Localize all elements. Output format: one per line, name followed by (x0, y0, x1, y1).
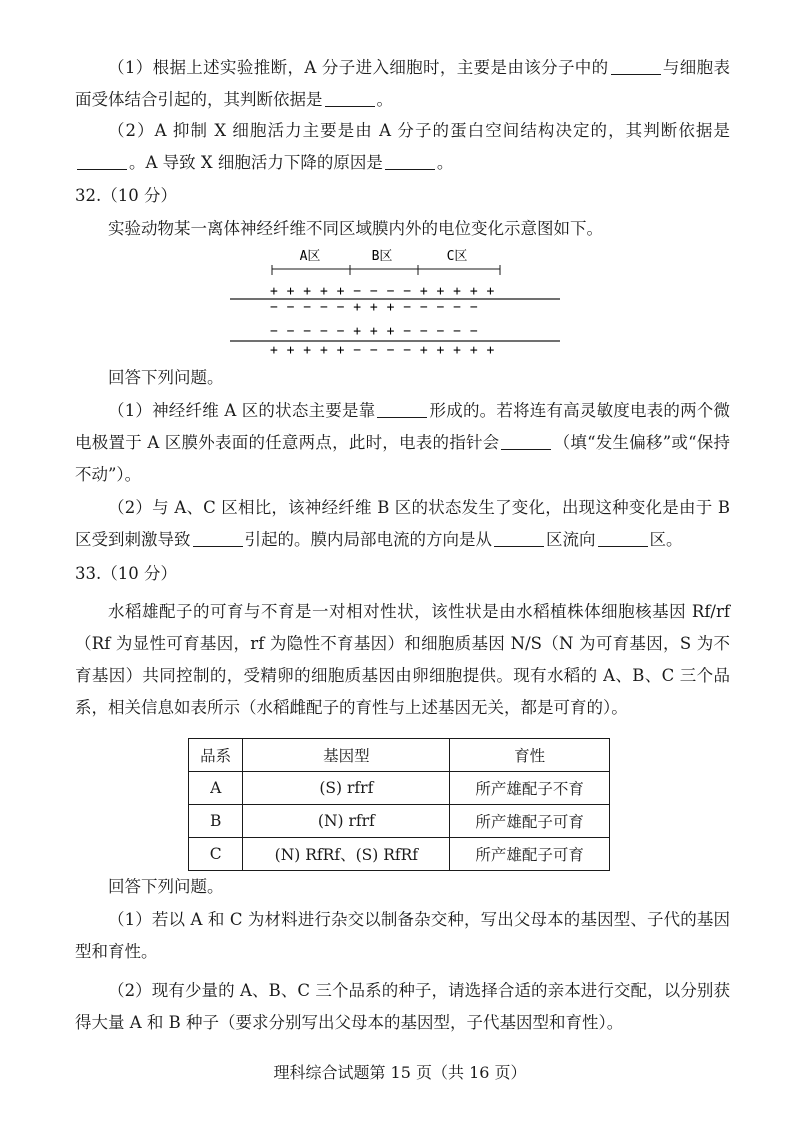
answer-blank[interactable] (494, 545, 544, 547)
q33-intro: 水稻雄配子的可育与不育是一对相对性状，该性状是由水稻植株体细胞核基因 Rf/rf（Rf 为显性可育基因，rf 为隐性不育基因）和细胞质基因 N/S（N 为可育基因，S 为不育基因）共同控制的，受精卵的细胞质基因由卵细胞提供。现有水稻的 A、B、C 三个品系，相关信息如表所示（水稻雌配子的育性与上述基因无关，都是可育的）。 (75, 602, 730, 717)
q32-part1 (75, 395, 730, 491)
q31-part1-text-b: 与细胞表面受体结合引起的，其判断依据是 (75, 58, 730, 109)
q32-prompt: 回答下列问题。 (108, 368, 224, 387)
table-cell: 所产雄配子可育 (450, 805, 610, 838)
answer-blank[interactable] (377, 416, 427, 418)
q32-part1-text-b: 形成的。若将连有高灵敏度电表的两个微电极置于 A 区膜外表面的任意两点，此时，电表的指针会 (75, 401, 731, 452)
table-cell: (S) rfrf (243, 772, 450, 805)
q33-part2: （2）现有少量的 A、B、C 三个品系的种子，请选择合适的亲本进行交配，以分别获得大量 A 和 B 种子（要求分别写出父母本的基因型，子代基因型和育性）。 (75, 981, 730, 1032)
answer-blank[interactable] (611, 73, 661, 75)
q31-part2-text-c: 。 (436, 153, 454, 172)
q31-part2-text-a: （2）A 抑制 X 细胞活力主要是由 A 分子的蛋白空间结构决定的，其判断依据是 (108, 121, 730, 140)
answer-blank[interactable] (385, 168, 435, 170)
table-cell: C (189, 838, 243, 871)
q33-prompt: 回答下列问题。 (108, 877, 224, 896)
q31-part1-text-c: 。 (376, 90, 393, 109)
upper-inner-charges: − − − − − + + + − − − − − (270, 300, 479, 315)
table-row (189, 805, 610, 838)
zone-bracket (272, 265, 500, 275)
q32-heading: 32.（10 分） (75, 186, 177, 205)
table-header-cell: 育性 (450, 739, 610, 772)
page-footer: 理科综合试题第 15 页（共 16 页） (273, 1063, 527, 1082)
q33-heading: 33.（10 分） (75, 564, 177, 583)
q32-part2-text-b: 引起的。膜内局部电流的方向是从 (244, 530, 492, 549)
q32-part2 (75, 492, 730, 556)
table-header-cell: 基因型 (243, 739, 450, 772)
q31-part1 (75, 52, 730, 116)
table-row (189, 838, 610, 871)
answer-blank[interactable] (77, 168, 127, 170)
q32-part2-text-d: 区。 (649, 530, 683, 549)
q32-part1-text-a: （1）神经纤维 A 区的状态主要是靠 (108, 401, 376, 420)
table-cell: (N) rfrf (243, 805, 450, 838)
answer-blank[interactable] (598, 545, 648, 547)
lower-outer-charges: + + + + + − − − − + + + + + (270, 343, 495, 358)
zone-b-label: B区 (371, 249, 393, 264)
q31-part1-text-a: （1）根据上述实验推断，A 分子进入细胞时，主要是由该分子中的 (108, 58, 609, 77)
zone-c-label: C区 (446, 249, 468, 264)
q32-part2-text-c: 区流向 (546, 530, 596, 549)
q32-part2-text-a: （2）与 A、C 区相比，该神经纤维 B 区的状态发生了变化，出现这种变化是由于 B 区受到刺激导致 (75, 498, 730, 549)
table-header-row (189, 739, 610, 772)
answer-blank[interactable] (325, 105, 375, 107)
upper-outer-charges: + + + + + − − − − + + + + + (270, 284, 495, 299)
membrane-potential-diagram (230, 243, 570, 358)
lower-inner-charges: − − − − − + + + − − − − − (270, 324, 479, 339)
q31-part2 (75, 115, 730, 179)
q33-part1: （1）若以 A 和 C 为材料进行杂交以制备杂交种，写出父母本的基因型、子代的基因型和育性。 (75, 910, 730, 961)
table-cell: (N) RfRf、(S) RfRf (243, 838, 450, 871)
answer-blank[interactable] (193, 545, 243, 547)
q32-intro: 实验动物某一离体神经纤维不同区域膜内外的电位变化示意图如下。 (108, 219, 603, 238)
table-cell: 所产雄配子不育 (450, 772, 610, 805)
q31-part2-text-b: 。A 导致 X 细胞活力下降的原因是 (129, 153, 383, 172)
table-row (189, 772, 610, 805)
table-header-cell: 品系 (189, 739, 243, 772)
answer-blank[interactable] (501, 448, 551, 450)
table-cell: A (189, 772, 243, 805)
q32-part1-text-c: （填“发生偏移”或“保持不动”）。 (75, 433, 731, 484)
table-cell: B (189, 805, 243, 838)
table-cell: 所产雄配子可育 (450, 838, 610, 871)
strain-table (188, 738, 610, 871)
zone-a-label: A区 (299, 249, 321, 264)
